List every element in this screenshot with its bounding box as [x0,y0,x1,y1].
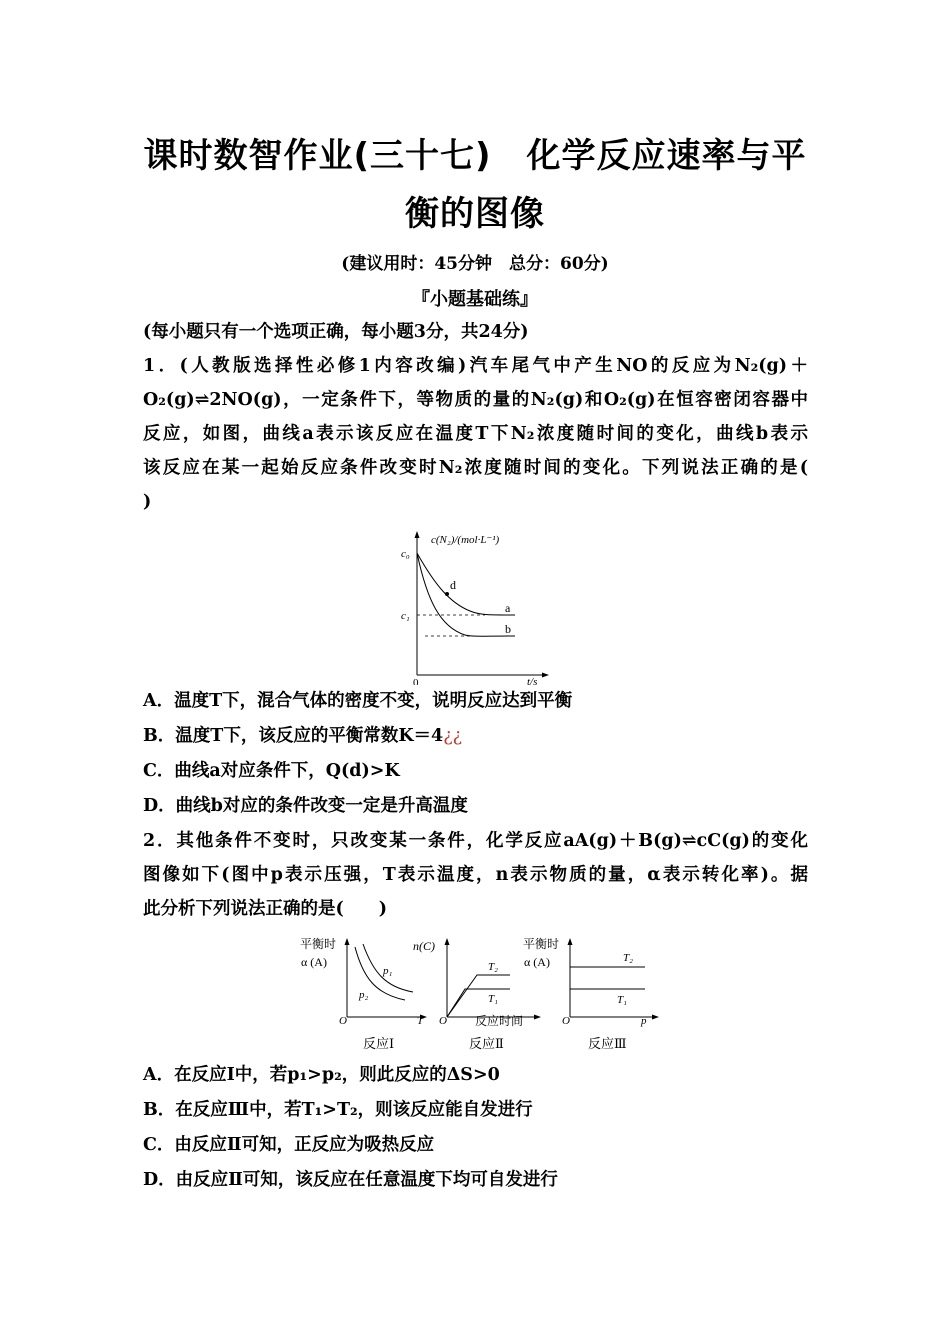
q1-label-b: b [505,622,511,636]
q2-stem-line3: 此分析下列说法正确的是( ) [143,899,388,919]
q1-label-d: d [450,578,456,592]
q1-point-d [445,592,449,596]
q2-g2-ylabel: n(C) [413,939,435,953]
q2-g1-ylabel2: α (A) [301,955,327,969]
q2-g2-t1: T₁ [488,993,498,1005]
page-title-line2: 衡的图像 [405,194,545,234]
q2-option-d[interactable]: D．由反应Ⅱ可知，该反应在任意温度下均可自发进行 [143,1170,558,1190]
q2-g1-xlabel: T [417,1015,424,1027]
q1-stem-line3: 反应，如图，曲线a表示该反应在温度T下N₂浓度随时间的变化，曲线b表示 [143,424,808,444]
q2-graph-1 [300,936,427,1051]
q2-g1-ylabel1: 平衡时 [300,937,337,951]
q2-g2-t2: T₂ [488,961,498,973]
q1-c1-label: c₁ [401,610,410,622]
instructions: (每小题只有一个选项正确，每小题3分，共24分) [143,322,529,342]
q1-stem-line5: ) [143,492,152,512]
section-label: 『小题基础练』 [412,289,538,310]
q2-g3-t2: T₂ [623,952,633,964]
q1-x-label: t/s [527,676,538,685]
q2-g3-ylabel1: 平衡时 [523,937,560,951]
q2-stem-line1: 2．其他条件不变时，只改变某一条件，化学反应aA(g)＋B(g)⇌cC(g)的变化 [143,831,808,851]
time-score-info: (建议用时：45分钟 总分：60分) [341,254,609,274]
q2-g2-line-t1 [447,989,510,1017]
q2-stem-line2: 图像如下(图中p表示压强，T表示温度，n表示物质的量，α表示转化率)。据 [143,865,808,885]
q2-g3-xlabel: p [641,1015,647,1027]
q1-option-d[interactable]: D．曲线b对应的条件改变一定是升高温度 [143,796,468,816]
q1-curve-b [417,553,515,636]
q2-g2-caption: 反应Ⅱ [469,1036,504,1051]
q1-label-a: a [505,601,511,615]
q2-g2-origin: O [439,1015,447,1027]
q2-graph-2 [413,938,541,1051]
q1-option-b-text: B．温度T下，该反应的平衡常数K＝4 [143,726,444,746]
q1-x-axis-arrow [542,673,549,678]
q1-stem-line4: 该反应在某一起始反应条件改变时N₂浓度随时间的变化。下列说法正确的是( [143,458,808,478]
page-title-line1: 课时数智作业(三十七) 化学反应速率与平 [143,136,807,176]
q1-y-label: c(N₂)/(mol·L⁻¹) [431,534,500,546]
q1-stem-line1: 1．(人教版选择性必修1内容改编)汽车尾气中产生NO的反应为N₂(g)＋ [143,356,808,376]
q1-concentration-graph [395,525,555,685]
q1-curve-a [417,553,515,615]
q2-graphs [295,932,665,1057]
q1-c0-label: c₀ [401,548,410,560]
q2-g3-ylabel2: α (A) [524,955,550,969]
q2-g1-p2: p₂ [359,989,369,1001]
q1-origin-label: 0 [413,677,419,685]
q1-y-axis-arrow [415,531,420,538]
q2-g1-caption: 反应Ⅰ [363,1036,395,1051]
q1-option-b-garbled: ¿¿ [443,726,462,746]
q1-option-a[interactable]: A．温度T下，混合气体的密度不变，说明反应达到平衡 [143,691,573,711]
q2-graph-3 [523,936,659,1051]
q2-option-b[interactable]: B．在反应Ⅲ中，若T₁>T₂，则该反应能自发进行 [143,1100,533,1120]
q2-option-c[interactable]: C．由反应Ⅱ可知，正反应为吸热反应 [143,1135,435,1155]
q2-g3-t1: T₁ [617,994,627,1006]
q2-g1-p1: p₁ [383,965,393,977]
q2-g3-origin: O [562,1015,570,1027]
q1-option-b[interactable] [143,724,808,748]
q2-g2-line-t2 [447,975,510,1017]
q1-stem-line2: O₂(g)⇌2NO(g)，一定条件下，等物质的量的N₂(g)和O₂(g)在恒容密闭容器中 [143,390,808,410]
q2-option-a[interactable]: A．在反应Ⅰ中，若p₁>p₂，则此反应的ΔS>0 [143,1065,500,1085]
q2-g3-caption: 反应Ⅲ [588,1036,627,1051]
q2-g2-xlabel: 反应时间 [475,1014,524,1028]
q2-g1-origin: O [339,1015,347,1027]
q1-option-c[interactable]: C．曲线a对应条件下，Q(d)>K [143,761,400,781]
